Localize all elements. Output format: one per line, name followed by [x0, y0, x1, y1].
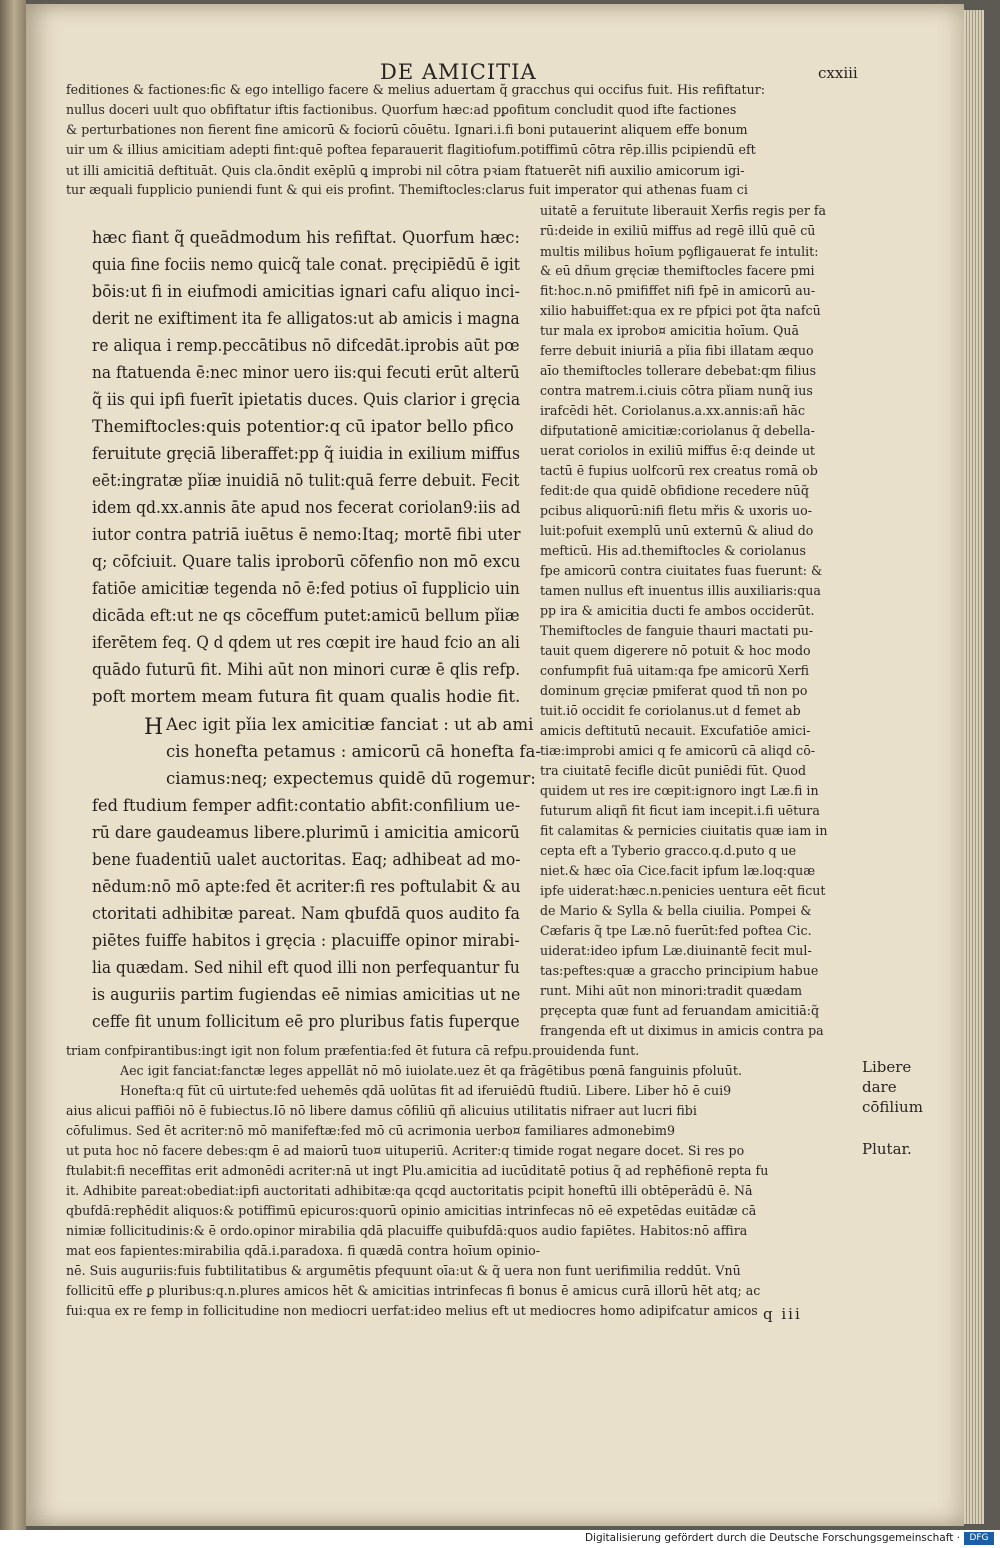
commentary-line: cōfulimus. Sed ēt acriter:nō mō manifeftæ:fed mō cū acrimonia uerbo¤ familiares admonebim9	[66, 1123, 676, 1138]
commentary-line: confumpfit fuā uitam:qa fpe amicorū Xerfi	[540, 663, 810, 678]
main-line: feruitute gręciā liberaffet:pp q̃ iuidia in exilium miffus	[92, 444, 520, 463]
commentary-line: Honefta:q fūt cū uirtute:fed uehemēs qdā uolūtas fit ad iferuiēdū ftudiū. Libere. Liber hō ē cui9	[120, 1083, 732, 1098]
footer-credit: Digitalisierung gefördert durch die Deutsche Forschungsgemeinschaft ·	[584, 1532, 960, 1544]
commentary-line: irafcēdi hēt. Coriolanus.a.xx.annis:añ hāc	[540, 403, 805, 418]
commentary-line: tas:peftes:quæ a graccho principium habue	[540, 963, 819, 978]
main-line: re aliqua i remp.peccātibus nō difcedāt.iprobis aūt pœ	[92, 336, 520, 355]
main-line: dicāda eft:ut ne qs cōceffum putet:amicū bellum pǐiæ	[92, 606, 520, 625]
commentary-line: it. Adhibite pareat:obediat:ipfi auctoritati adhibitæ:qa qcqd auctoritatis pcipit honeftū illi obtēperādū ē. Nā	[66, 1183, 753, 1198]
commentary-line: ut illi amicitiā deftituāt. Quis cla.ōndit exēplū ꝗ improbi nil cōtra pꝛiam ftatuerēt nifi auxilio amicorum igi-	[66, 163, 745, 178]
commentary-line: follicitū effe ꝑ pluribus:q.n.plures amicos hēt & amicitias intrinfecas fi bonus ē amicus curā illorū hēt atq; ac	[66, 1283, 761, 1298]
main-line: eēt:ingratæ pǐiæ inuidiā nō tulit:quā ferre debuit. Fecit	[92, 471, 520, 490]
commentary-line: nimiæ follicitudinis:& ē ordo.opinor mirabilia qdā placuiffe quibufdā:quos audio fapiētes. Habitos:nō affira	[66, 1223, 748, 1238]
commentary-line: tuit.iō occidit fe coriolanus.ut d femet ab	[540, 703, 801, 718]
margin-note: Plutar.	[862, 1140, 912, 1158]
commentary-line: difputationē amicitiæ:coriolanus q̃ debella-	[540, 423, 815, 438]
commentary-line: aius alicui paffiōi nō ē fubiectus.Iō nō libere damus cōfiliū qñ alicuius utilitatis nifraer aut lucri fibi	[66, 1103, 697, 1118]
commentary-line: fui:qua ex re femp in follicitudine non mediocri uerfat:ideo melius eft ut mediocres homo adipifcatur amicos	[66, 1303, 758, 1318]
commentary-line: multis milibus hoīum pꝯfligauerat fe intulit:	[540, 244, 819, 259]
commentary-line: tiæ:improbi amici q fe amicorū cā aliqd cō-	[540, 743, 816, 758]
commentary-line: ftulabit:fi neceffitas erit admonēdi acriter:nā ut ingt Plu.amicitia ad iucūditatē potius q̃ ad repħēfionē repta fu	[66, 1163, 769, 1178]
commentary-line: Aec igit fanciat:fanctæ leges appellāt nō mō iuiolate.uez ēt qa frāgētibus pœnā fanguinis pfoluūt.	[120, 1063, 742, 1078]
commentary-line: fit:hoc.n.nō pmififfet nifi fpē in amicorū au-	[540, 283, 816, 298]
main-line: quia fine fociis nemo quicq̃ tale conat. pręcipiēdū ē igit	[92, 255, 520, 274]
commentary-line: xilio habuiffet:qua ex re pfpici pot q̃ta nafcū	[540, 303, 821, 318]
commentary-line: fedit:de qua quidē obfidione recedere nūq̃	[540, 483, 809, 498]
margin-note: cōfilium	[862, 1098, 923, 1116]
commentary-line: tamen nullus eft inuentus illis auxiliaris:qua	[540, 583, 821, 598]
commentary-line: rū:deide in exiliū miffus ad regē illū quē cū	[540, 223, 816, 238]
commentary-line: dominum gręciæ pmiferat quod tñ non po	[540, 683, 808, 698]
commentary-line: nullus doceri uult quo obfiftatur iftis factionibus. Quorfum hæc:ad pꝑofitum concludit quod ifte factiones	[66, 102, 737, 117]
commentary-line: tur mala ex iprobo¤ amicitia hoīum. Quā	[540, 323, 799, 338]
initial-letter-guide: H	[144, 715, 164, 740]
commentary-line: tur æquali fupplicio puniendi funt & qui eis profint. Themiftocles:clarus fuit imperator qui athenas fuam ci	[66, 182, 748, 197]
commentary-line: ut puta hoc nō facere debes:qm ē ad maiorū tuo¤ uituperiū. Acriter:q timide rogat negare docet. Si res po	[66, 1143, 745, 1158]
main-line: iutor contra patriā iuētus ē nemo:Itaq; mortē fibi uter	[92, 525, 521, 544]
main-line: bōis:ut fi in eiufmodi amicitias ignari cafu aliquo inci-	[92, 282, 520, 301]
commentary-line: uitatē a feruitute liberauit Xerfis regis per fa	[540, 203, 827, 218]
main-line: nēdum:nō mō apte:fed ēt acriter:fi res poftulabit & au	[92, 877, 521, 896]
page-stack-edges	[964, 10, 984, 1524]
commentary-line: pcibus aliquorū:nifi fletu mřis & uxoris uo-	[540, 503, 812, 518]
commentary-line: & perturbationes non fierent fine amicorū & fociorū cōuētu. Ignari.i.fi boni putauerint aliquem effe bonum	[66, 122, 748, 137]
main-line: fed ftudium femper adfit:contatio abfit:confilium ue-	[92, 796, 521, 815]
commentary-line: tactū ē fupius uolfcorū rex creatus romā ob	[540, 463, 818, 478]
commentary-line: tauit quem digerere nō potuit & hoc modo	[540, 643, 811, 658]
main-line: fatiōe amicitiæ tegenda nō ē:fed potius oī fupplicio uin	[92, 579, 520, 598]
commentary-line: fit calamitas & pernicies ciuitatis quæ iam in	[540, 823, 828, 838]
commentary-line: Cæfaris q̃ tpe Læ.nō fuerūt:fed poftea Cic.	[540, 923, 812, 938]
commentary-line: runt. Mihi aūt non minori:tradit quædam	[540, 983, 803, 998]
commentary-line: mefticū. His ad.themiftocles & coriolanus	[540, 543, 806, 558]
commentary-line: quidem ut res ire cœpit:ignoro ingt Læ.fi in	[540, 783, 819, 798]
dfg-logo-icon: DFG	[964, 1532, 994, 1545]
commentary-line: niet.& hæc oīa Cice.facit ipfum læ.loq:quæ	[540, 863, 816, 878]
commentary-line: pręcepta quæ funt ad feruandam amicitiā:q̃	[540, 1003, 820, 1018]
commentary-line: mat eos fapientes:mirabilia qdā.i.paradoxa. fi quædā contra hoīum opinio-	[66, 1243, 540, 1258]
signature-mark: q iii	[763, 1305, 802, 1323]
margin-note: Libere	[862, 1058, 912, 1076]
commentary-line: ipfe uiderat:hæc.n.penicies uentura eēt ficut	[540, 883, 826, 898]
commentary-line: frangenda eft ut diximus in amicis contra pa	[540, 1023, 824, 1038]
commentary-line: nē. Suis auguriis:fuis fubtilitatibus & argumētis pfequunt oīa:ut & q̃ uera non funt uerifimilia reddūt. Vnū	[66, 1263, 741, 1278]
main-line: hæc fiant q̃ queādmodum his refiftat. Quorfum hæc:	[92, 228, 520, 247]
main-line: derit ne exiftiment ita fe alligatos:ut ab amicis i magna	[92, 309, 520, 328]
commentary-line: cepta eft a Tyberio gracco.q.d.puto q ue	[540, 843, 797, 858]
commentary-line: tra ciuitatē fecifle dicūt puniēdi fūt. Quod	[540, 763, 807, 778]
main-line: quādo futurū fit. Mihi aūt non minori curæ ē qlis refp.	[92, 660, 521, 679]
main-line: Themiftocles:quis potentior:q cū ipator bello pfico	[92, 417, 514, 436]
main-line: cis honefta petamus : amicorū cā honefta fa-	[166, 742, 542, 761]
commentary-line: ferre debuit iniuriā a pǐia fibi illatam æquo	[540, 343, 814, 358]
running-head: DE AMICITIA	[380, 60, 537, 84]
folio-number: cxxiii	[818, 64, 858, 82]
commentary-line: triam confpirantibus:ingt igit non folum præfentia:fed ēt futura cā refpu.prouidenda funt.	[66, 1043, 640, 1058]
commentary-line: de Mario & Sylla & bella ciuilia. Pompei &	[540, 903, 812, 918]
commentary-line: fpe amicorū contra ciuitates fuas fuerunt: &	[540, 563, 823, 578]
main-line: rū dare gaudeamus libere.plurimū i amicitia amicorū	[92, 823, 520, 842]
main-line: Aec igit pǐia lex amicitiæ fanciat : ut ab ami	[166, 715, 534, 734]
commentary-line: contra matrem.i.ciuis cōtra pǐiam nunq̃ ius	[540, 383, 813, 398]
main-line: ctoritati adhibitæ pareat. Nam qbufdā quos audito fa	[92, 904, 520, 923]
main-line: q; cōfciuit. Quare talis iproborū cōfenfio non mō excu	[92, 552, 521, 571]
commentary-line: futurum aliqñ fit ficut iam incepit.i.fi uētura	[540, 803, 820, 818]
main-line: q̃ iis qui ipfi fuerīt ipietatis duces. Quis clarior i gręcia	[92, 390, 521, 409]
commentary-line: feditiones & factiones:fic & ego intelligo facere & melius aduertam q̃ gracchus qui occifus fuit. His refiftatur:	[66, 82, 765, 97]
commentary-line: uir um & illius amicitiam adepti fint:quē poftea feparauerit flagitiofum.potiffimū cōtra rēp.illis pcipiendū eft	[66, 142, 756, 157]
main-line: idem qd.xx.annis āte apud nos fecerat coriolan9:iis ad	[92, 498, 521, 517]
main-line: piētes fuiffe habitos i gręcia : placuiffe opinor mirabi-	[92, 931, 520, 950]
main-line: lia quædam. Sed nihil eft quod illi non perfequantur fu	[92, 958, 520, 977]
commentary-line: pp ira & amicitia ducti fe ambos occiderūt.	[540, 603, 815, 618]
commentary-line: & eū dñum gręciæ themiftocles facere pmi	[540, 263, 815, 278]
commentary-line: uerat coriolos in exiliū miffus ē:q deinde ut	[540, 443, 815, 458]
main-line: bene fuadentiū ualet auctoritas. Eaq; adhibeat ad mo-	[92, 850, 521, 869]
main-line: poft mortem meam futura fit quam qualis hodie fit.	[92, 687, 521, 706]
commentary-line: Themiftocles de fanguie thauri mactati pu-	[540, 623, 814, 638]
main-line: ciamus:neq; expectemus quidē dū rogemur:	[166, 769, 536, 788]
previous-page-edge	[0, 0, 26, 1530]
main-line: ceffe fit unum follicitum eē pro pluribus fatis fuperque	[92, 1012, 520, 1031]
main-line: iferētem feq. Q d qdem ut res cœpit ire haud fcio an ali	[92, 633, 520, 652]
main-line: is auguriis partim fugiendas eē nimias amicitias ut ne	[92, 985, 521, 1004]
margin-note: dare	[862, 1078, 897, 1096]
commentary-line: luit:pofuit exemplū unū externū & aliud do	[540, 523, 814, 538]
commentary-line: aīo themiftocles tollerare debebat:qm filius	[540, 363, 817, 378]
digitization-footer	[0, 1530, 1000, 1548]
main-line: na ftatuenda ē:nec minor uero iis:qui fecuti erūt alterū	[92, 363, 520, 382]
commentary-line: qbufdā:repħēdit aliquos:& potiffimū epicuros:quorū opinio amicitias intrinfecas nō eē expetēdas euitādæ cā	[66, 1203, 757, 1218]
commentary-line: uiderat:ideo ipfum Læ.diuinantē fecit mul-	[540, 943, 812, 958]
commentary-line: amicis deftitutū necauit. Excufatiōe amici-	[540, 723, 811, 738]
